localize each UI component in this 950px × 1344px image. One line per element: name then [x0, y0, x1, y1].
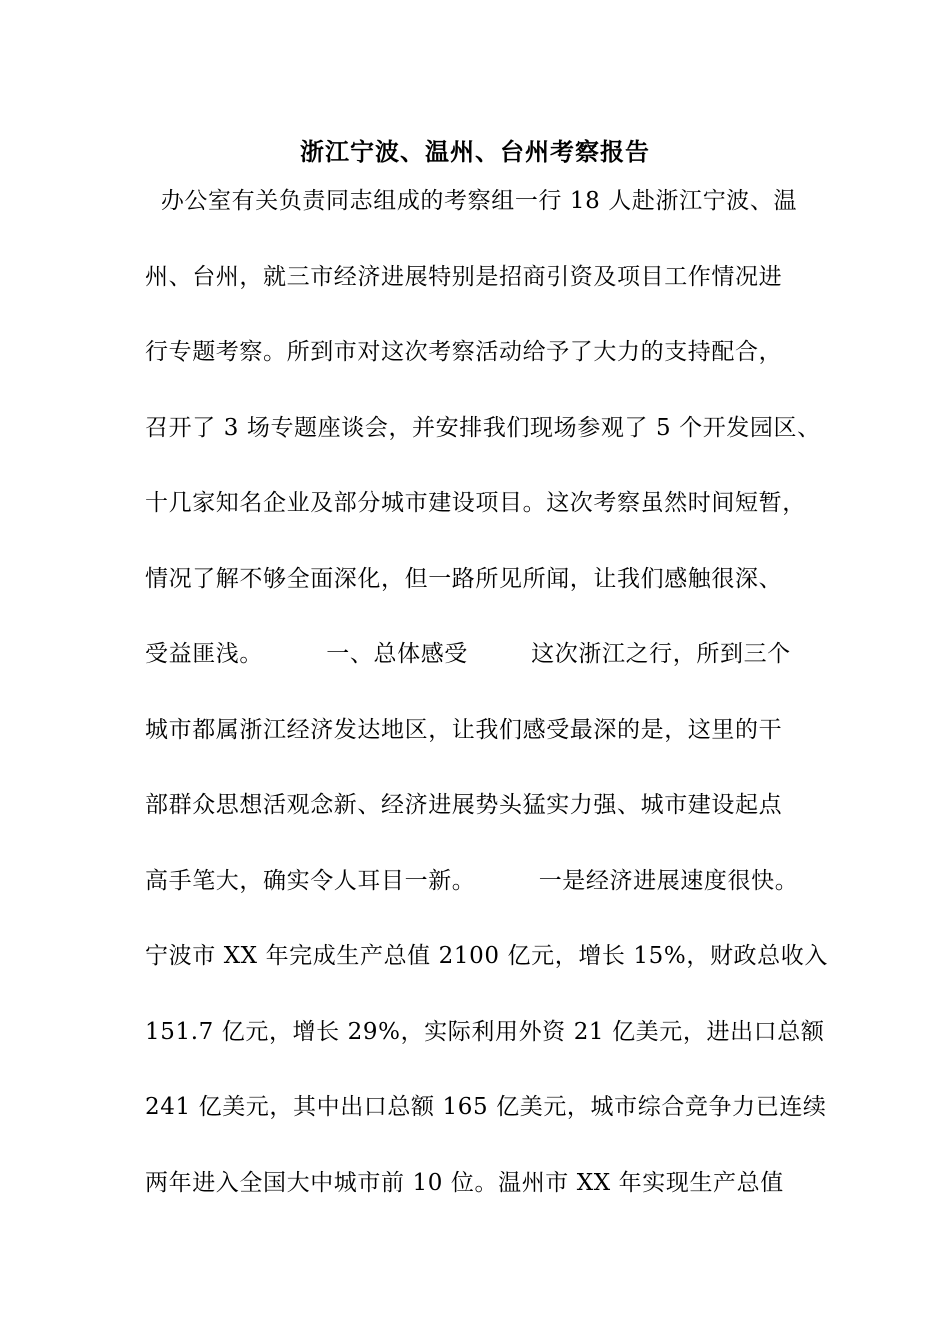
body-line: 情况了解不够全面深化，但一路所见所闻，让我们感触很深、	[145, 565, 783, 592]
body-line: 两年进入全国大中城市前 10 位。温州市 XX 年实现生产总值	[145, 1169, 784, 1196]
body-line: 受益匪浅。 一、总体感受 这次浙江之行，所到三个	[145, 641, 791, 667]
document-body	[145, 178, 828, 1235]
body-line: 城市都属浙江经济发达地区，让我们感受最深的是，这里的干	[145, 716, 783, 743]
body-line: 办公室有关负责同志组成的考察组一行 18 人赴浙江宁波、温	[145, 188, 798, 214]
body-line: 行专题考察。所到市对这次考察活动给予了大力的支持配合，	[145, 339, 783, 365]
body-line: 151.7 亿元，增长 29%，实际利用外资 21 亿美元，进出口总额	[145, 1018, 825, 1045]
document-title: 浙江宁波、温州、台州考察报告	[300, 137, 650, 166]
body-line: 241 亿美元，其中出口总额 165 亿美元，城市综合竞争力已连续	[145, 1094, 827, 1120]
body-line: 宁波市 XX 年完成生产总值 2100 亿元，增长 15%，财政总收入	[145, 943, 828, 969]
body-line: 召开了 3 场专题座谈会，并安排我们现场参观了 5 个开发园区、	[145, 414, 821, 441]
body-line: 部群众思想活观念新、经济进展势头猛实力强、城市建设起点	[145, 792, 783, 818]
body-line: 高手笔大，确实令人耳目一新。 一是经济进展速度很快。	[145, 867, 799, 894]
body-line: 州、台州，就三市经济进展特别是招商引资及项目工作情况进	[145, 263, 783, 290]
body-line: 十几家知名企业及部分城市建设项目。这次考察虽然时间短暂，	[145, 490, 806, 516]
